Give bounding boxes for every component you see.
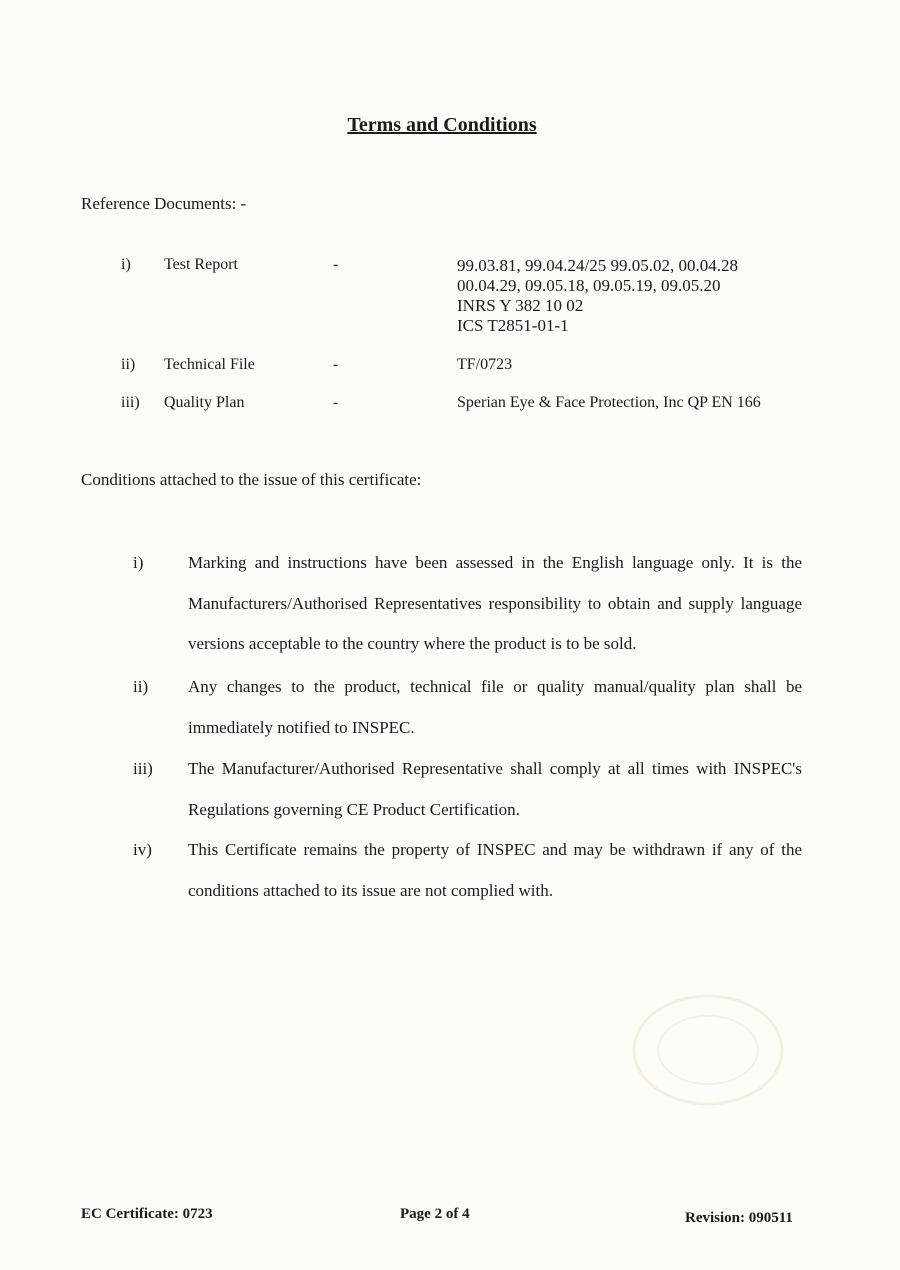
condition-text: Marking and instructions have been assessed in the English language only. It is the Manufacturers/Authorised Representatives responsibility to obtain and supply language versions acceptable to the country where the product is to be sold. [188,553,802,653]
condition-text: The Manufacturer/Authorised Representative shall comply at all times with INSPEC's Regulations governing CE Product Certification. [188,759,802,819]
reference-number: i) [121,256,131,273]
condition-text: Any changes to the product, technical file or quality manual/quality plan shall be immediately notified to INSPEC. [188,677,802,737]
reference-documents-label: Reference Documents: - [81,194,247,213]
condition-number: iii) [133,759,153,778]
footer-certificate-number: EC Certificate: 0723 [81,1206,213,1222]
reference-value-line: Sperian Eye & Face Protection, Inc QP EN 166 [457,394,761,411]
reference-value-line: 99.03.81, 99.04.24/25 99.05.02, 00.04.28 [457,256,738,275]
footer-revision: Revision: 090511 [685,1210,793,1226]
conditions-label: Conditions attached to the issue of this certificate: [81,470,422,489]
reference-value-line: INRS Y 382 10 02 [457,296,584,315]
condition-number: iv) [133,840,152,859]
page-title: Terms and Conditions [347,114,537,136]
reference-number: iii) [121,394,140,411]
reference-name: Technical File [164,356,255,373]
condition-number: i) [133,553,144,572]
reference-dash: - [333,256,339,273]
reference-values [457,256,738,336]
reference-values [457,394,761,412]
reference-name: Test Report [164,256,238,273]
embossed-seal [628,990,788,1110]
reference-value-line: 00.04.29, 09.05.18, 09.05.19, 09.05.20 [457,276,721,295]
reference-values [457,356,512,374]
reference-dash: - [333,394,339,411]
reference-value-line: TF/0723 [457,356,513,373]
reference-dash: - [333,356,339,373]
condition-number: ii) [133,677,149,696]
condition-text: This Certificate remains the property of INSPEC and may be withdrawn if any of the conditions attached to its issue are not complied with. [188,840,802,900]
reference-value-line: ICS T2851-01-1 [457,316,569,335]
reference-name: Quality Plan [164,394,245,411]
reference-number: ii) [121,356,136,373]
footer-page-number: Page 2 of 4 [400,1206,470,1222]
